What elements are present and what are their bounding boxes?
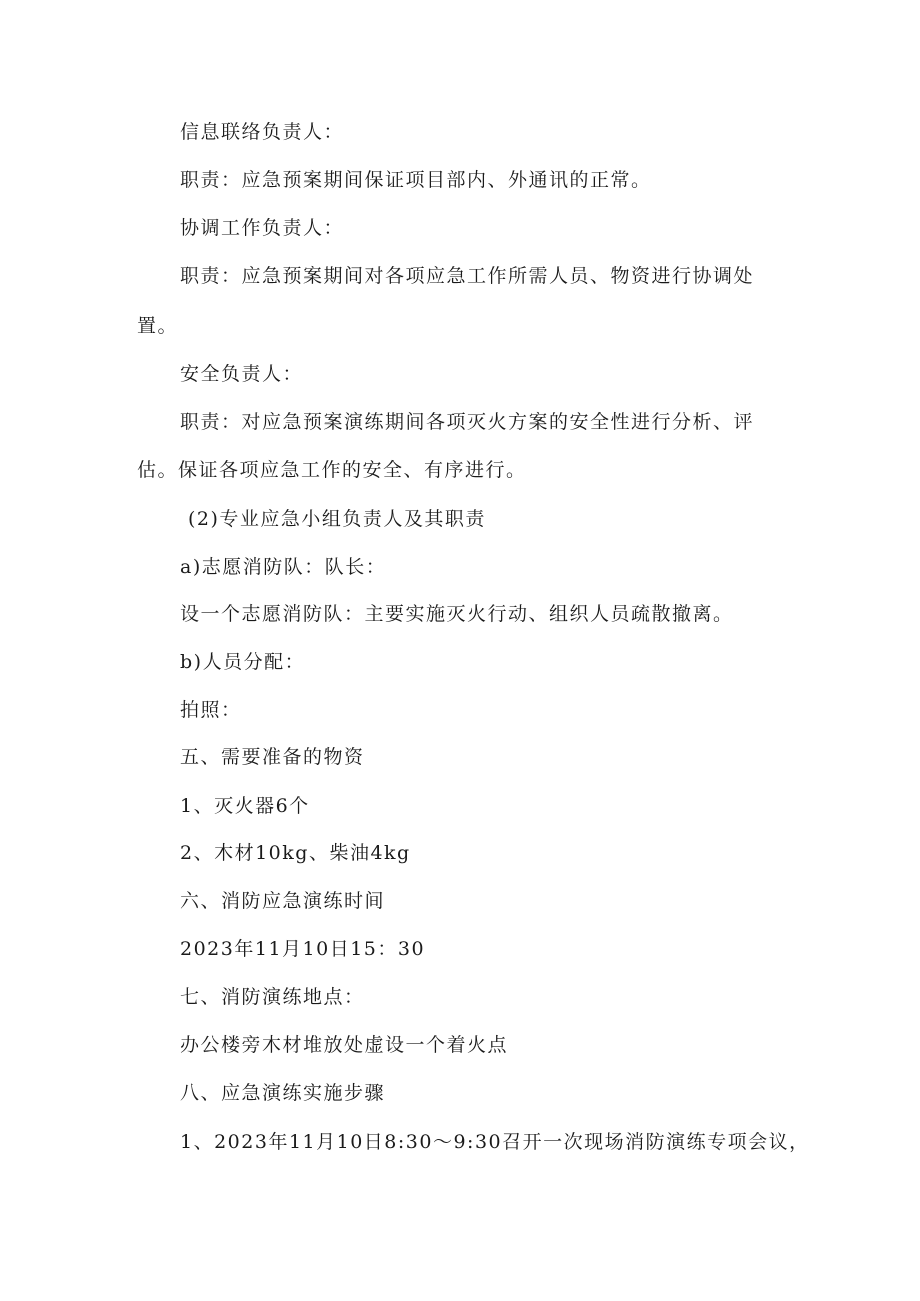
paragraph-line: 信息联络负责人： (180, 121, 345, 143)
paragraph-line: 设一个志愿消防队：主要实施灭火行动、组织人员疏散撤离。 (180, 603, 734, 625)
list-item: 2、木材10kg、柴油4kg (180, 842, 411, 864)
section-heading: (2)专业应急小组负责人及其职责 (188, 508, 486, 530)
list-item: 1、2023年11月10日8:30～9:30召开一次现场消防演练专项会议， (180, 1131, 810, 1153)
paragraph-line: 置。 (137, 315, 179, 337)
paragraph-line: 安全负责人： (180, 363, 304, 385)
paragraph-line: 2023年11月10日15：30 (180, 938, 426, 960)
paragraph-line: 拍照： (180, 699, 242, 721)
section-heading: 七、消防演练地点： (180, 986, 365, 1008)
section-heading: 五、需要准备的物资 (180, 746, 365, 768)
paragraph-line: 职责：对应急预案演练期间各项灭火方案的安全性进行分析、评 (180, 411, 755, 433)
paragraph-line: 协调工作负责人： (180, 217, 345, 239)
paragraph-line: a)志愿消防队：队长： (180, 556, 387, 578)
list-item: 1、灭火器6个 (180, 795, 310, 817)
section-heading: 八、应急演练实施步骤 (180, 1082, 386, 1104)
paragraph-line: b)人员分配： (180, 651, 306, 673)
paragraph-line: 职责：应急预案期间对各项应急工作所需人员、物资进行协调处 (180, 265, 755, 287)
section-heading: 六、消防应急演练时间 (180, 890, 386, 912)
paragraph-line: 办公楼旁木材堆放处虚设一个着火点 (180, 1034, 509, 1056)
paragraph-line: 估。保证各项应急工作的安全、有序进行。 (137, 459, 527, 481)
paragraph-line: 职责：应急预案期间保证项目部内、外通讯的正常。 (180, 169, 652, 191)
